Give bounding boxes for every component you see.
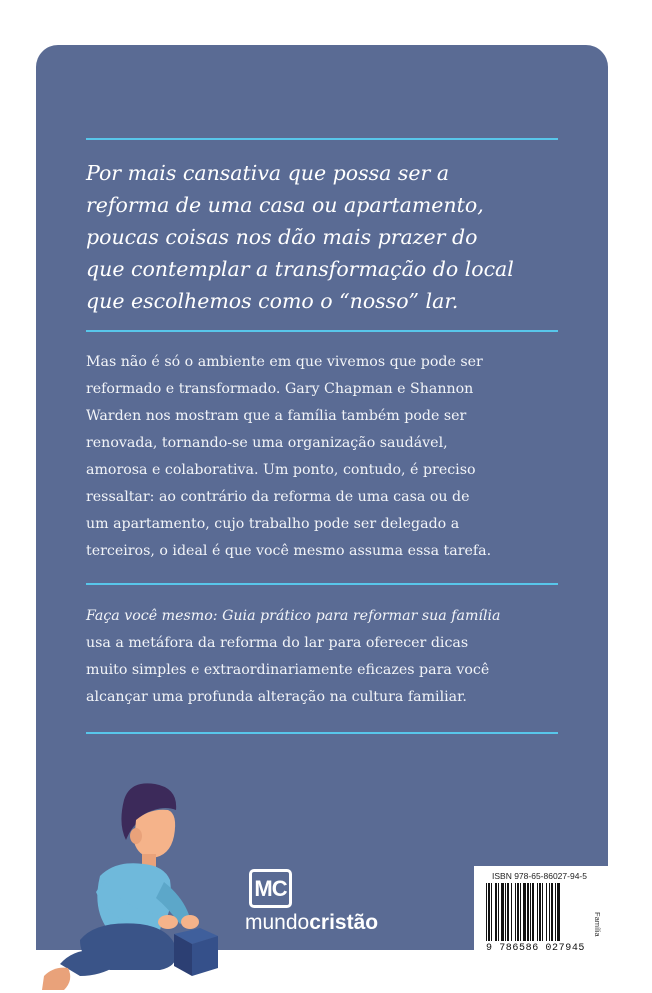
quote-line: reforma de uma casa ou apartamento, [86, 193, 484, 217]
paragraph-line: um apartamento, cujo trabalho pode ser delegado a [86, 516, 460, 532]
barcode-bar [551, 883, 553, 941]
barcode-bar [486, 883, 487, 941]
quote-line: poucas coisas nos dão mais prazer do [86, 225, 478, 249]
paragraph-line: renovada, tornando-se uma organização saudável, [86, 435, 448, 451]
barcode-bar [507, 883, 509, 941]
barcode-bar [488, 883, 490, 941]
publisher-name-regular: mundo [245, 911, 310, 934]
paragraph-line: ressaltar: ao contrário da reforma de uma casa ou de [86, 489, 470, 505]
barcode-bar [537, 883, 538, 941]
pull-quote [86, 157, 576, 317]
quote-line: que escolhemos como o “nosso” lar. [86, 289, 459, 313]
divider-line [86, 732, 558, 734]
barcode-bar [491, 883, 492, 941]
paragraph-line: reformado e transformado. Gary Chapman e Shannon [86, 381, 474, 397]
barcode-bar [495, 883, 497, 941]
barcode-bar [527, 883, 529, 941]
barcode-bar [539, 883, 541, 941]
barcode-bar [549, 883, 550, 941]
ean-digits: 9 786586 027945 [486, 943, 586, 954]
publisher-mark: MC [249, 869, 292, 908]
description-paragraph [86, 349, 586, 565]
paragraph-line: terceiros, o ideal é que você mesmo assuma essa tarefa. [86, 543, 492, 559]
divider-line [86, 583, 558, 585]
quote-line: que contemplar a transformação do local [86, 257, 514, 281]
summary-paragraph [86, 603, 586, 711]
barcode-bar [523, 883, 526, 941]
barcode-bar [505, 883, 506, 941]
barcode-bar [542, 883, 543, 941]
barcode-bar [515, 883, 516, 941]
barcode-bar [557, 883, 560, 941]
publisher-name-bold: cristão [309, 911, 379, 934]
barcode-bar [555, 883, 556, 941]
book-title-italic: Faça você mesmo: Guia prático para reformar sua família [86, 608, 501, 624]
barcode-bar [532, 883, 534, 941]
isbn-text: ISBN 978-65-86027-94-5 [492, 871, 587, 881]
paragraph-line: usa a metáfora da reforma do lar para oferecer dicas [86, 635, 469, 651]
paragraph-line: Warden nos mostram que a família também pode ser [86, 408, 467, 424]
barcode-bar [530, 883, 531, 941]
barcode-panel [474, 866, 624, 962]
category-label: Família [593, 912, 602, 937]
divider-line [86, 138, 558, 140]
paragraph-line: muito simples e extraordinariamente eficazes para você [86, 662, 490, 678]
barcode-bar [520, 883, 521, 941]
kneeling-man-illustration [40, 780, 230, 993]
barcode-bar [501, 883, 504, 941]
barcode-bar [498, 883, 499, 941]
barcode-bar [517, 883, 519, 941]
barcode-bar [511, 883, 512, 941]
paragraph-line: alcançar uma profunda alteração na cultura familiar. [86, 689, 467, 705]
paragraph-line: Mas não é só o ambiente em que vivemos que pode ser [86, 354, 483, 370]
paragraph-line: amorosa e colaborativa. Um ponto, contudo, é preciso [86, 462, 476, 478]
publisher-name [245, 911, 378, 935]
barcode-bar [546, 883, 547, 941]
quote-line: Por mais cansativa que possa ser a [86, 161, 450, 185]
divider-line [86, 330, 558, 332]
barcode-bars [486, 883, 596, 941]
